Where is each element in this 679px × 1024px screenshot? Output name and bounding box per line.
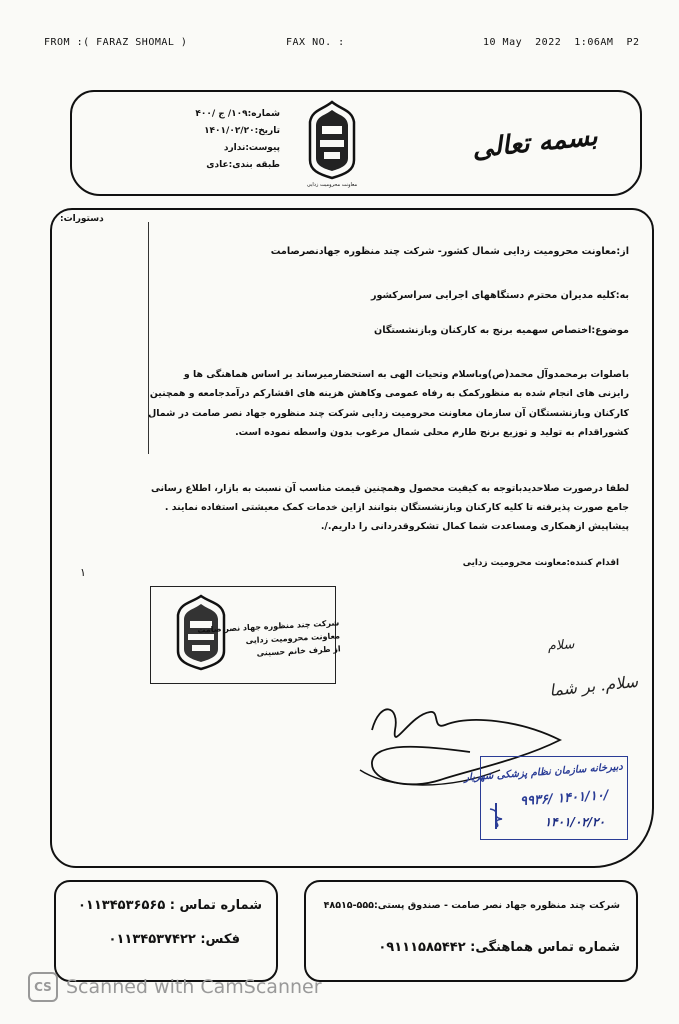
handwritten-note-1: سلام	[547, 637, 575, 654]
watermark-text: Scanned with CamScanner	[66, 976, 322, 998]
receipt-stamp-title: دبیرخانه سازمان نظام پزشکی شهریار	[463, 761, 624, 784]
emblem-caption: معاونت محرومیت زدایی	[306, 182, 358, 188]
camscanner-logo-icon: CS	[28, 972, 58, 1002]
receipt-stamp-date: ۱۴۰۱/۰۲/۲۰	[544, 815, 605, 829]
besmellah-heading: بسمه تعالی	[471, 121, 600, 165]
stamp-line: از طرف خانم حسینی	[256, 644, 341, 658]
paragraph-line: کارکنان وبازنشستگان آن سازمان معاونت محرومیت زدایی شرکت چند منظوره جهاد نصر صامت در شمال	[148, 407, 629, 419]
instructions-label: دستورات:	[60, 214, 104, 224]
paragraph-line: جامع صورت پذیرفته تا کلیه کارکنان وبازنشستگان بتوانند ازاین خدمات کمک معیشتی استفاده نمایند .	[164, 502, 629, 513]
paragraph-line: لطفا درصورت صلاحدیدباتوجه به کیفیت محصول وهمچنین قیمت مناسب آن نسبت به بازار، اطلاع رسانی	[150, 483, 629, 494]
handwritten-note-2: سلام. بر شما	[548, 671, 639, 700]
receipt-stamp	[463, 756, 628, 840]
footer-coordination-phone: شماره تماس هماهنگی: ۰۹۱۱۱۵۸۵۴۴۲	[378, 940, 620, 955]
executor-line: اقدام کننده:معاونت محرومیت زدایی	[462, 558, 619, 568]
margin-mark: ۱	[80, 566, 86, 579]
footer-fax: فکس: ۰۱۱۳۴۵۳۷۴۲۲	[108, 932, 240, 947]
footer-address: شرکت چند منظوره جهاد نصر صامت - صندوق پستی:۵۵۵-۴۸۵۱۵	[323, 900, 620, 911]
letter-subject: موضوع:اختصاص سهمیه برنج به کارکنان وبازنشستگان	[374, 325, 629, 336]
fax-from: FROM :( FARAZ SHOMAL )	[44, 37, 188, 48]
camscanner-watermark	[28, 972, 322, 1002]
footer-contact-box	[54, 880, 278, 982]
footer-address-box	[304, 880, 638, 982]
letter-to: به:کلیه مدیران محترم دستگاههای اجرایی سراسرکشور	[370, 290, 629, 301]
letter-number: شماره:۱۰۹/ ج /۴۰۰	[195, 109, 280, 119]
stamp-line: شرکت چند منظوره جهاد نصر صامت	[197, 618, 340, 635]
letter-date: تاریخ:۱۴۰۱/۰۲/۲۰	[204, 126, 280, 136]
letter-classification: طبقه بندی:عادی	[206, 160, 280, 170]
footer-phone: شماره تماس : ۰۱۱۳۴۵۳۶۵۶۵	[77, 898, 262, 913]
fax-number-label: FAX NO. :	[286, 37, 345, 48]
letter-from: از:معاونت محرومیت زدایی شمال کشور- شرکت چند منظوره جهادنصرصامت	[270, 246, 629, 257]
caduceus-icon	[485, 801, 507, 831]
paragraph-line: باصلوات برمحمدوآل محمد(ص)وباسلام وتحیات الهی به استحضارمیرساند بر اساس هماهنگی ها و	[183, 369, 629, 380]
letter-attachment: پیوست:ندارد	[223, 143, 280, 153]
fax-datetime: 10 May 2022 1:06AM P2	[483, 37, 640, 48]
stamp-line: معاونت محرومیت زدایی	[245, 631, 341, 646]
paragraph-line: پیشاپیش ازهمکاری ومساعدت شما کمال تشکروقدردانی را داریم./.	[320, 521, 629, 532]
paragraph-line: رایزنی های انجام شده به منظورکمک به رفاه عمومی وکاهش هزینه های اقشارکم درآمدجامعه و همچنین	[149, 388, 629, 400]
paragraph-line: کشوراقدام به تولید و توزیع برنج طارم محلی شمال مرغوب بدون واسطه نموده است.	[235, 427, 629, 439]
receipt-stamp-number: ۹۹۳۶/ ۱۴۰۱/۱۰/	[519, 787, 610, 810]
